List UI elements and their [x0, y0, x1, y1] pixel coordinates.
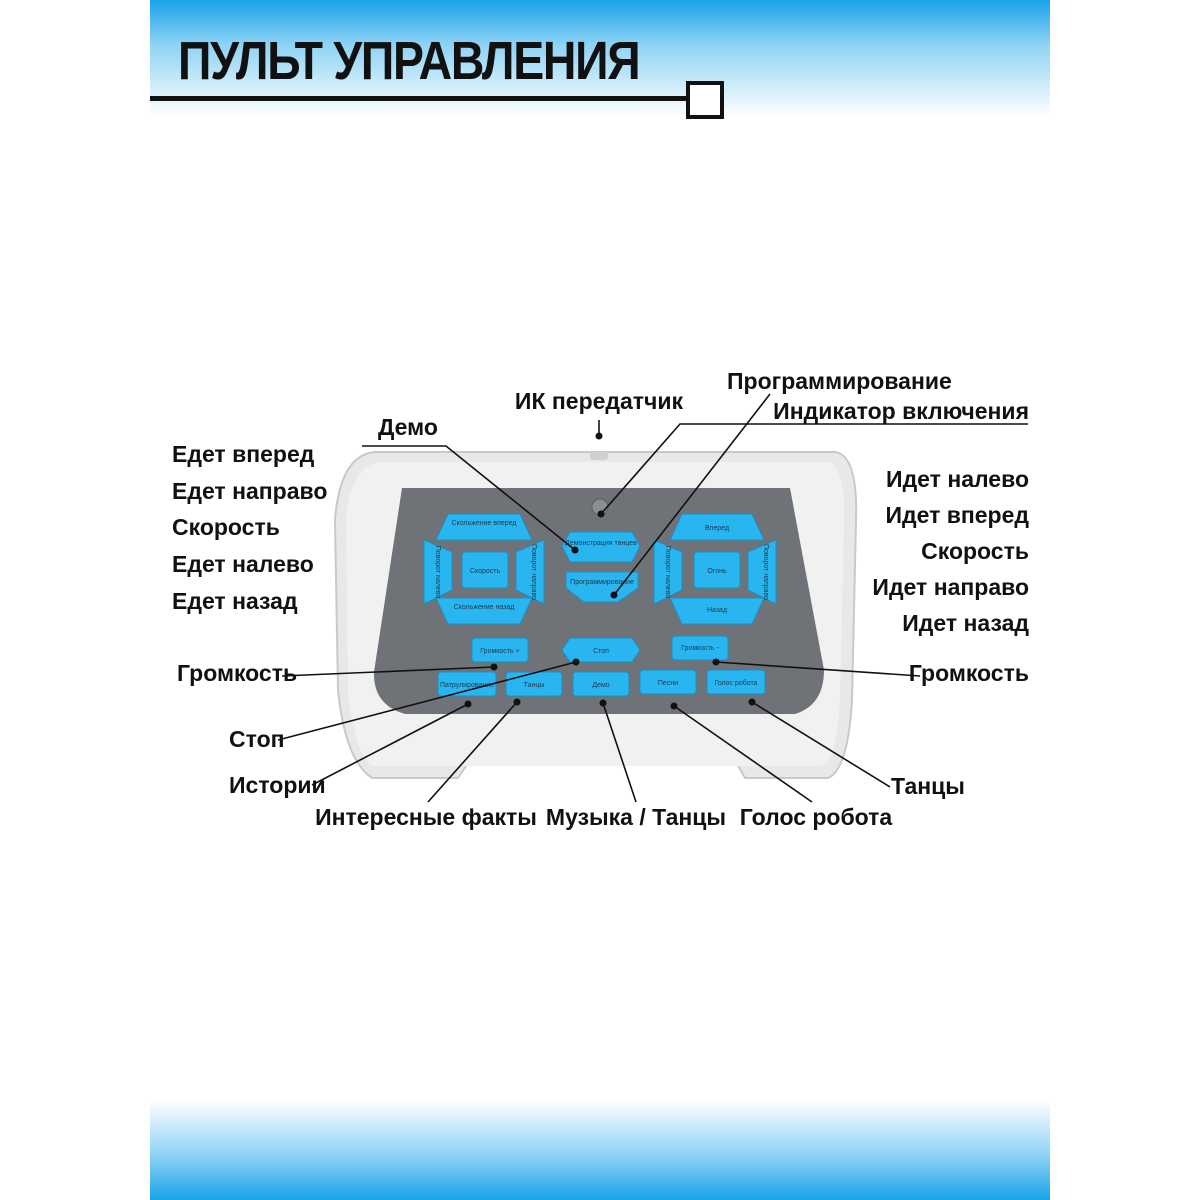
label-programming: Программирование	[727, 368, 952, 394]
svg-text:Танцы: Танцы	[523, 682, 545, 689]
ir-transmitter	[590, 452, 608, 460]
svg-text:Стоп: Стоп	[593, 648, 609, 655]
label-left-left: Едет налево	[172, 551, 314, 577]
svg-text:Поворот направо: Поворот направо	[530, 543, 537, 601]
svg-text:Скорость: Скорость	[469, 568, 501, 575]
label-left-right: Едет направо	[172, 478, 328, 504]
label-power-indicator: Индикатор включения	[773, 398, 1029, 424]
left-dpad	[424, 514, 544, 624]
label-right-forward: Идет вперед	[885, 502, 1029, 528]
label-stop: Стоп	[229, 726, 285, 752]
svg-text:Поворот налево: Поворот налево	[664, 545, 671, 599]
svg-text:Программирование: Программирование	[570, 579, 634, 586]
page-title: ПУЛЬТ УПРАВЛЕНИЯ	[178, 31, 640, 91]
label-right-left: Идет налево	[886, 466, 1029, 492]
label-facts: Интересные факты	[315, 804, 537, 830]
svg-text:Вперед: Вперед	[704, 525, 730, 532]
label-left-back: Едет назад	[172, 588, 298, 614]
label-robot-voice: Голос робота	[739, 804, 893, 830]
label-volume-right: Громкость	[908, 660, 1029, 686]
slide-back-button[interactable]	[436, 598, 532, 624]
label-right-back: Идет назад	[902, 610, 1029, 636]
svg-text:Назад: Назад	[706, 607, 728, 614]
svg-text:Песни: Песни	[657, 680, 679, 687]
label-demo: Демо	[378, 414, 438, 440]
svg-text:Скольжение вперед: Скольжение вперед	[451, 520, 517, 527]
svg-text:Демо: Демо	[592, 682, 610, 689]
slide-forward-button[interactable]	[436, 514, 532, 540]
label-dances: Танцы	[891, 773, 965, 799]
svg-text:Поворот направо: Поворот направо	[762, 543, 769, 601]
svg-text:Демонстрация танцев: Демонстрация танцев	[565, 540, 637, 547]
svg-text:Огонь: Огонь	[707, 568, 727, 575]
svg-text:Громкость +: Громкость +	[480, 648, 520, 655]
label-ir-transmitter: ИК передатчик	[514, 388, 684, 414]
label-left-forward: Едет вперед	[172, 441, 315, 467]
label-music-dance: Музыка / Танцы	[545, 804, 727, 830]
label-right-right: Идет направо	[872, 574, 1029, 600]
label-stories: Истории	[229, 772, 326, 798]
svg-text:Громкость -: Громкость -	[681, 645, 719, 652]
svg-text:Патрулирование: Патрулирование	[439, 682, 495, 689]
label-left-speed: Скорость	[172, 514, 280, 540]
svg-text:Голос робота: Голос робота	[714, 680, 758, 687]
label-volume-left: Громкость	[177, 660, 298, 686]
svg-text:Скольжение назад: Скольжение назад	[453, 604, 515, 611]
svg-text:Поворот налево: Поворот налево	[434, 545, 441, 599]
label-right-speed: Скорость	[921, 538, 1029, 564]
